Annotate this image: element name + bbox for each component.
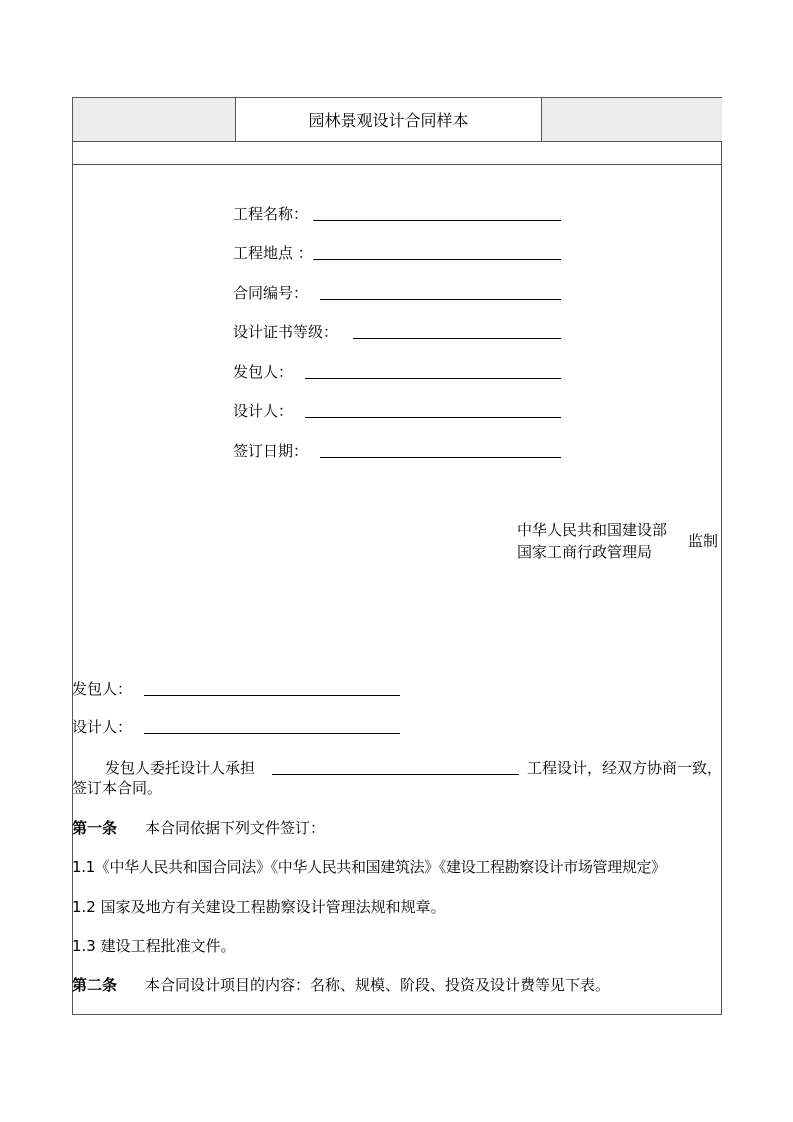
field-line-designer[interactable] <box>305 417 561 418</box>
field-line-client[interactable] <box>305 378 561 379</box>
document-title: 园林景观设计合同样本 <box>236 98 541 141</box>
field-label-client: 发包人： <box>233 363 294 381</box>
field-label-certificate-grade: 设计证书等级： <box>233 323 339 341</box>
party-designer-line[interactable] <box>144 733 400 734</box>
field-label-designer: 设计人： <box>233 402 294 420</box>
article1-text: 本合同依据下列文件签订： <box>145 819 326 837</box>
issuer-supervise: 监制 <box>688 532 719 550</box>
intro-text-start: 发包人委托设计人承担 <box>105 759 256 777</box>
clause-1-1: 1.1《中华人民共和国合同法》《中华人民共和国建筑法》《建设工程勘察设计市场管理规定》 <box>72 858 666 876</box>
intro-text-conclusion: 签订本合同。 <box>72 779 163 797</box>
intro-text-end: 工程设计，经双方协商一致， <box>527 759 723 777</box>
article1-number: 第一条 <box>72 819 118 837</box>
article2-number: 第二条 <box>72 976 118 994</box>
header-left-cell <box>73 98 236 141</box>
field-line-contract-number[interactable] <box>320 299 561 300</box>
field-label-sign-date: 签订日期： <box>233 442 309 460</box>
party-client-label: 发包人： <box>72 680 133 698</box>
field-line-sign-date[interactable] <box>320 457 561 458</box>
field-label-contract-number: 合同编号： <box>233 284 309 302</box>
intro-project-line[interactable] <box>272 774 519 775</box>
clause-1-2: 1.2 国家及地方有关建设工程勘察设计管理法规和规章。 <box>72 898 446 916</box>
issuer-ministry: 中华人民共和国建设部 <box>517 521 668 539</box>
field-label-project-location: 工程地点 ： <box>233 244 313 262</box>
header-spacer-row <box>73 142 721 165</box>
field-line-project-location[interactable] <box>313 259 561 260</box>
field-line-certificate-grade[interactable] <box>353 338 561 339</box>
issuer-bureau: 国家工商行政管理局 <box>517 543 653 561</box>
field-line-project-name[interactable] <box>313 220 561 221</box>
clause-1-3: 1.3 建设工程批准文件。 <box>72 937 236 955</box>
header-right-cell <box>541 98 722 141</box>
header-row <box>73 98 721 142</box>
article2-text: 本合同设计项目的内容：名称、规模、阶段、投资及设计费等见下表。 <box>145 976 611 994</box>
party-designer-label: 设计人： <box>72 718 133 736</box>
party-client-line[interactable] <box>144 695 400 696</box>
field-label-project-name: 工程名称： <box>233 205 309 223</box>
